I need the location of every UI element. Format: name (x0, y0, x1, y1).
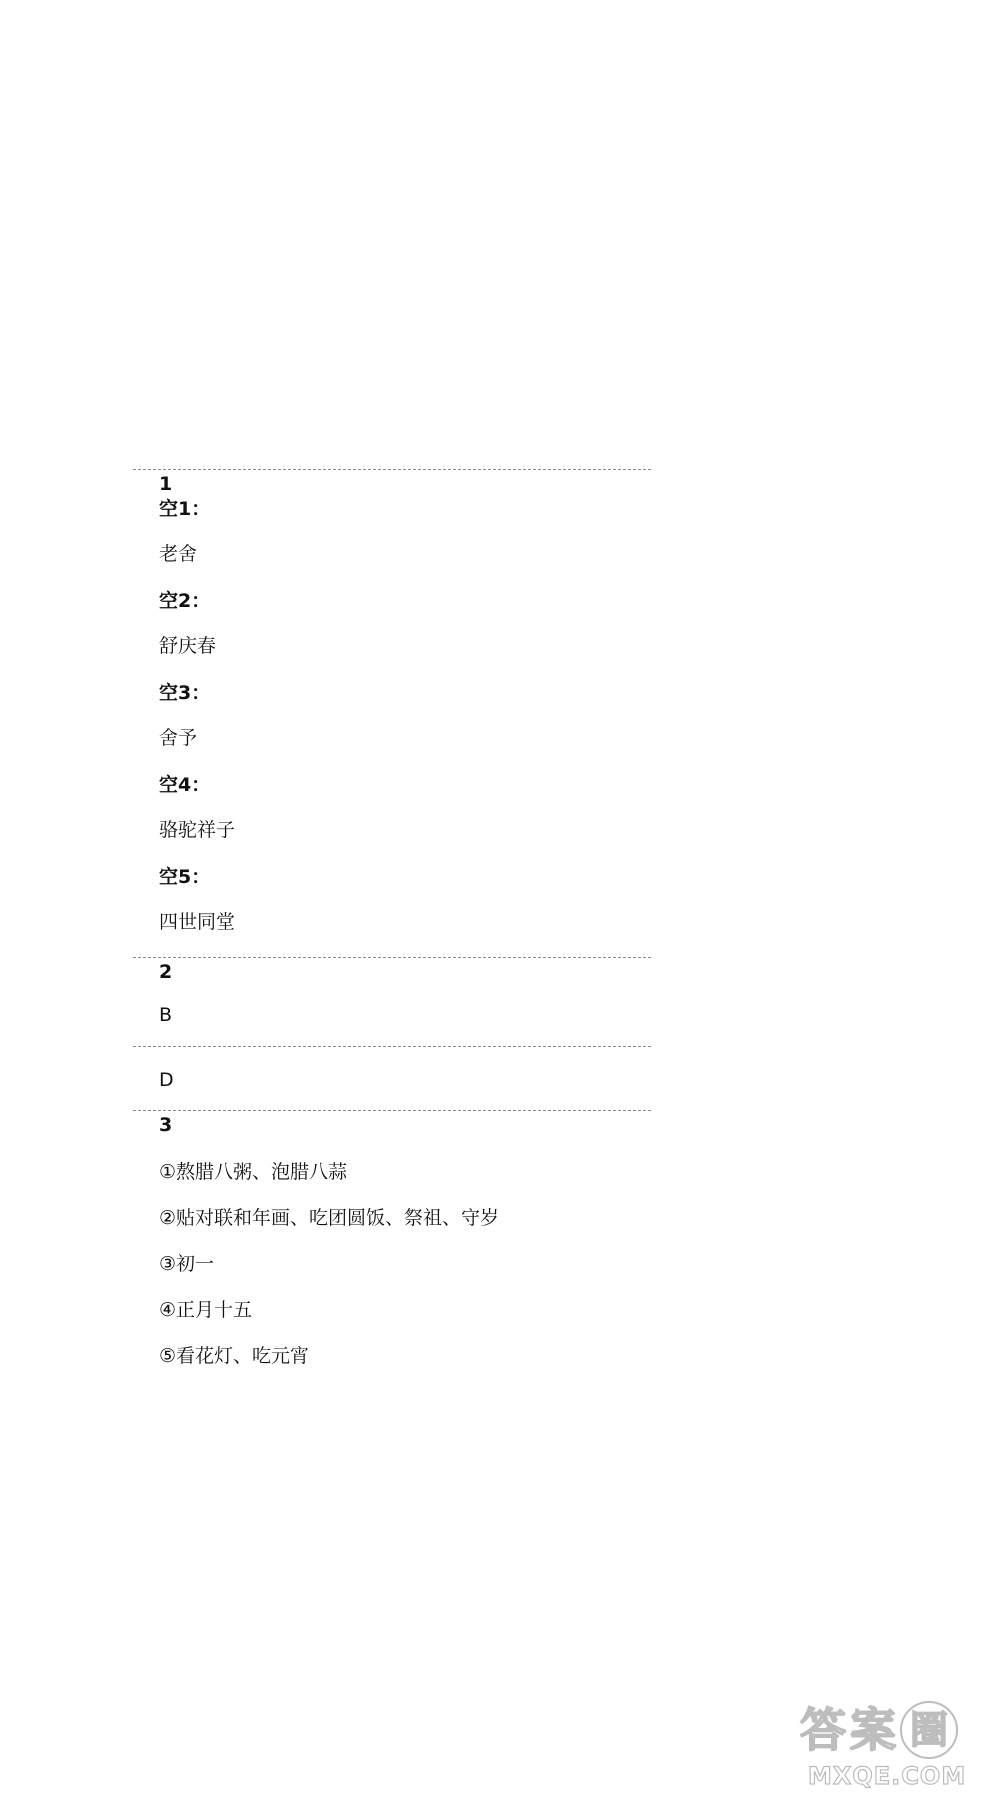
choice-answer: B (159, 1004, 173, 1026)
blank-answer: 舒庆春 (159, 635, 217, 657)
list-item: ⑤看花灯、吃元宵 (159, 1345, 310, 1367)
blank-label: 空4： (159, 774, 211, 796)
list-item: ④正月十五 (159, 1299, 253, 1321)
blank-label: 空1： (159, 498, 211, 520)
watermark-char: 答 (800, 1703, 846, 1757)
watermark-char: 案 (850, 1703, 896, 1757)
watermark-logo (800, 1700, 990, 1792)
section-divider (133, 1110, 651, 1111)
blank-answer: 骆驼祥子 (159, 819, 236, 841)
blank-answer: 四世同堂 (159, 911, 236, 933)
list-item: ①熬腊八粥、泡腊八蒜 (159, 1161, 348, 1183)
section-divider (133, 469, 651, 470)
watermark-char: 圈 (909, 1708, 948, 1752)
question-number: 1 (159, 473, 173, 495)
watermark-url: MXQE.COM (808, 1762, 967, 1790)
section-divider (133, 957, 651, 958)
list-item: ③初一 (159, 1253, 215, 1275)
choice-answer: D (159, 1069, 174, 1091)
blank-label: 空5： (159, 866, 211, 888)
blank-label: 空2： (159, 590, 211, 612)
list-item: ②贴对联和年画、吃团圆饭、祭祖、守岁 (159, 1207, 500, 1229)
blank-answer: 舍予 (159, 727, 198, 749)
watermark-chars (800, 1700, 990, 1760)
question-number: 2 (159, 961, 173, 983)
blank-label: 空3： (159, 682, 211, 704)
question-number: 3 (159, 1114, 173, 1136)
watermark-circle-icon (900, 1701, 958, 1759)
section-divider (133, 1046, 651, 1047)
blank-answer: 老舍 (159, 543, 198, 565)
